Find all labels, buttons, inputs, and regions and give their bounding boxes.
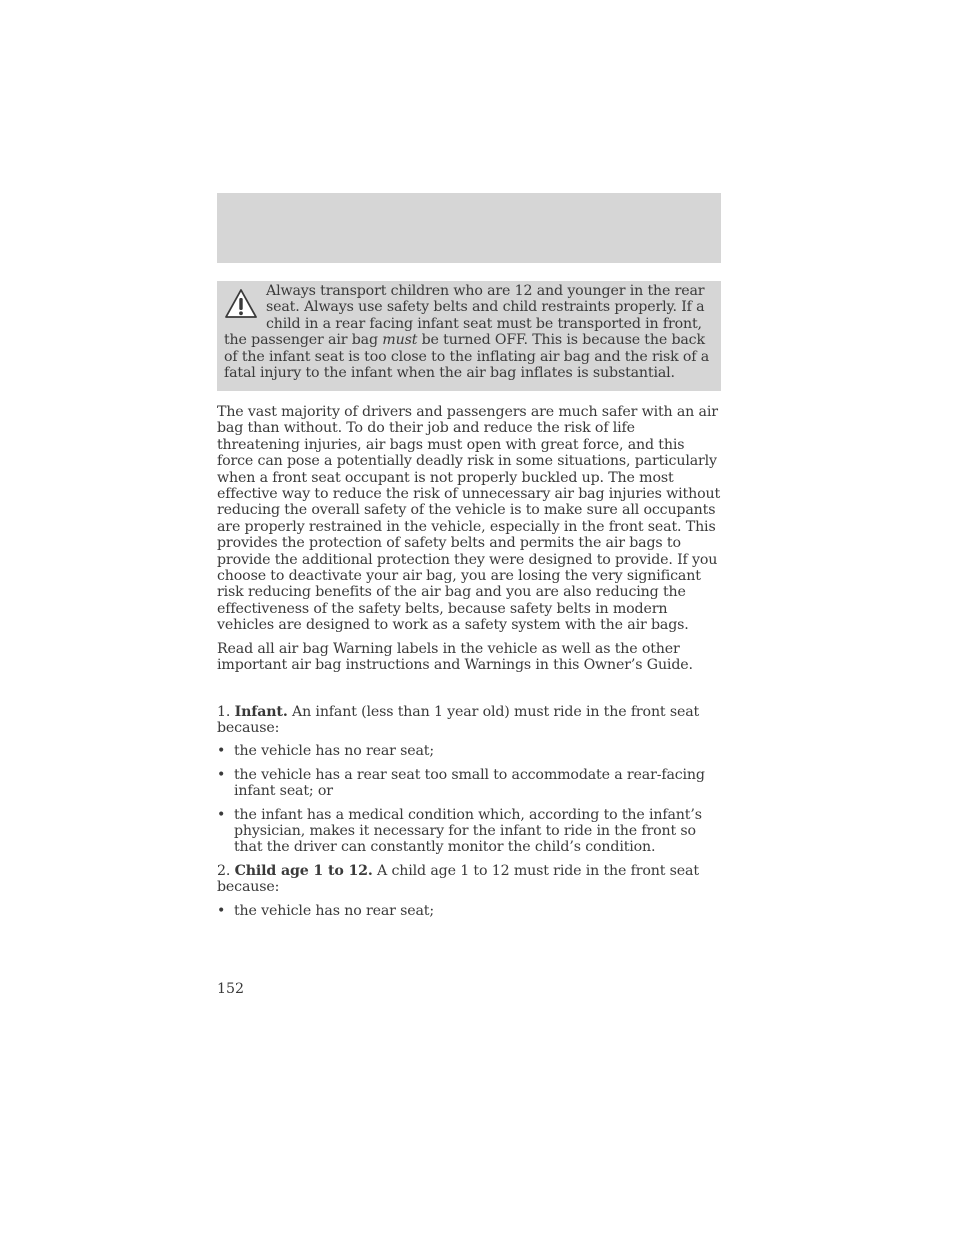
page-number: 152 — [217, 981, 245, 997]
bullet-text: the vehicle has a rear seat too small to accommodate a rear-facing infant seat; or — [234, 766, 705, 800]
warning-text-part-2: be turned OFF. This is because the back of the infant seat is too close to the inflating air bag and the risk of a fatal injury to the infant when the air bag inflates is substantial. — [224, 332, 710, 382]
warning-triangle-icon — [224, 287, 258, 321]
main-content — [217, 404, 721, 926]
item-title: Child age 1 to 12. — [234, 862, 373, 879]
body-paragraph: The vast majority of drivers and passengers are much safer with an air bag than without. To do their job and reduce the risk of life threatening injuries, air bags must open with great force, and this force can pose a potentially deadly risk in some situations, particularly when a front seat occupant is not properly buckled up. The most effective way to reduce the risk of unnecessary air bag injuries without reducing the overall safety of the vehicle is to make sure all occupants are properly restrained in the vehicle, especially in the front seat. This provides the protection of safety belts and permits the air bags to provide the additional protection they were designed to provide. If you choose to deactivate your air bag, you are losing the very significant risk reducing benefits of the air bag and you are also reducing the effectiveness of the safety belts, because safety belts in modern vehicles are designed to work as a safety system with the air bags. — [217, 404, 720, 634]
bullet-glyph: • — [217, 806, 226, 823]
bullet-glyph: • — [217, 766, 226, 783]
warning-box — [217, 281, 721, 391]
item-number: 2. — [217, 862, 235, 879]
warning-text-part-1: Always transport children who are 12 and younger in the rear seat. Always use safety belts and child restraints properly. If a child in a rear facing infant seat must be transported in front, the passenger air bag — [224, 283, 705, 349]
item-infant — [217, 704, 721, 737]
bullet-item — [217, 767, 721, 800]
item-text: A child age 1 to 12 must ride in the front seat because: — [217, 862, 699, 896]
bullet-glyph: • — [217, 902, 226, 919]
bullet-text: the vehicle has no rear seat; — [234, 902, 434, 919]
body-paragraph-read-labels: Read all air bag Warning labels in the vehicle as well as the other important air bag instructions and Warnings in this Owner’s Guide. — [217, 640, 693, 674]
item-text: An infant (less than 1 year old) must ride in the front seat because: — [217, 703, 700, 736]
bullet-text: the infant has a medical condition which, according to the infant’s physician, makes it necessary for the infant to ride in the front so that the driver can constantly monitor the child’s condition. — [234, 806, 702, 856]
bullet-item — [217, 743, 721, 759]
bullet-glyph: • — [217, 743, 226, 760]
bullet-item — [217, 807, 721, 856]
item-child — [217, 863, 721, 896]
warning-text-emphasis: must — [382, 332, 418, 349]
item-number: 1. — [217, 703, 235, 720]
warning-text — [224, 283, 713, 381]
section-header-bar — [217, 193, 721, 263]
bullet-text: the vehicle has no rear seat; — [234, 743, 434, 760]
bullet-item — [217, 903, 721, 919]
item-title: Infant. — [234, 703, 288, 720]
